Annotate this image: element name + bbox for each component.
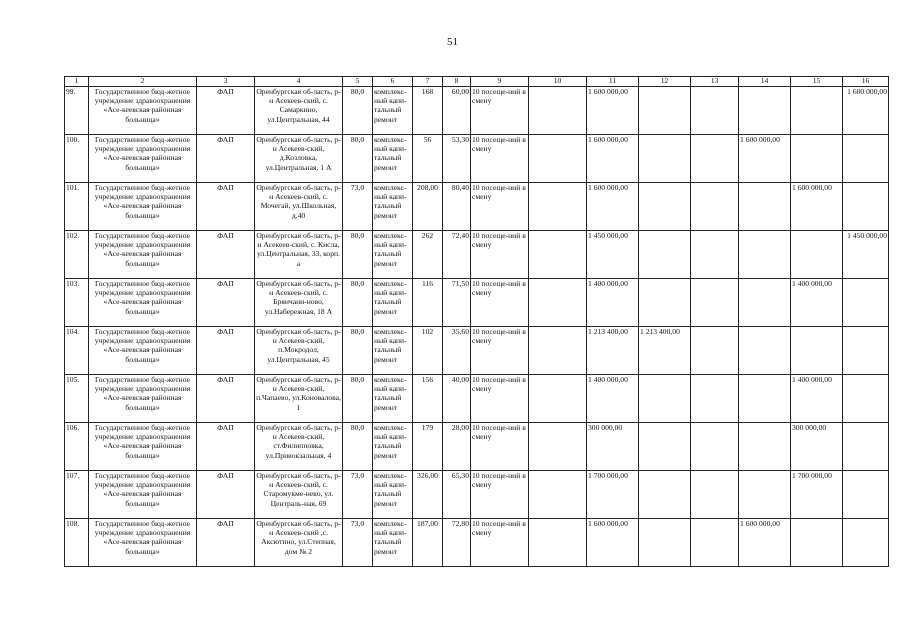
table-row [65, 327, 889, 375]
capacity-cell: 10 посеще-ний в смену [471, 183, 529, 231]
row-number-cell: 101. [65, 183, 89, 231]
capacity-cell: 10 посеще-ний в смену [471, 423, 529, 471]
institution-name-cell: Государственное бюд-жетное учреждение здравоохранения «Асе-кеевская районная больница» [89, 519, 197, 567]
institution-name-cell: Государственное бюд-жетное учреждение здравоохранения «Асе-кеевская районная больница» [89, 279, 197, 327]
amount-col14-cell [739, 471, 791, 519]
table-row [65, 135, 889, 183]
amount-col14-cell: 1 600 000,00 [739, 519, 791, 567]
work-type-cell: комплекс-ный капи-тальный ремонт [373, 327, 413, 375]
value-col7-cell: 168 [413, 87, 443, 135]
value-col8-cell: 65,30 [443, 471, 471, 519]
total-amount-cell: 1 600 000,00 [587, 135, 639, 183]
facility-type-cell: ФАП [197, 183, 255, 231]
capacity-cell: 10 посеще-ний в смену [471, 327, 529, 375]
amount-col16-cell [843, 519, 889, 567]
amount-col13-cell [691, 471, 739, 519]
capacity-cell: 10 посеще-ний в смену [471, 279, 529, 327]
amount-col12-cell [639, 471, 691, 519]
row-number-cell: 106. [65, 423, 89, 471]
value-col8-cell: 72,40 [443, 231, 471, 279]
header-cell: 5 [343, 77, 373, 87]
institution-name-cell: Государственное бюд-жетное учреждение здравоохранения «Асе-кеевская районная больница» [89, 423, 197, 471]
facility-type-cell: ФАП [197, 375, 255, 423]
value-col10-cell [529, 327, 587, 375]
facility-type-cell: ФАП [197, 519, 255, 567]
work-type-cell: комплекс-ный капи-тальный ремонт [373, 423, 413, 471]
facility-address-cell: Оренбургская об-ласть, р-н Асекеев-ский, п.Чапаево, ул.Коновалова, 1 [255, 375, 343, 423]
value-col7-cell: 262 [413, 231, 443, 279]
area-value-cell: 73,0 [343, 183, 373, 231]
value-col7-cell: 102 [413, 327, 443, 375]
capacity-cell: 10 посеще-ний в смену [471, 231, 529, 279]
amount-col13-cell [691, 231, 739, 279]
value-col10-cell [529, 423, 587, 471]
total-amount-cell: 1 600 000,00 [587, 183, 639, 231]
value-col10-cell [529, 471, 587, 519]
table-row [65, 183, 889, 231]
value-col10-cell [529, 279, 587, 327]
amount-col16-cell [843, 279, 889, 327]
amount-col12-cell [639, 279, 691, 327]
facility-type-cell: ФАП [197, 279, 255, 327]
header-cell: 11 [587, 77, 639, 87]
value-col8-cell: 35,60 [443, 327, 471, 375]
facility-address-cell: Оренбургская об-ласть, р-н Асекеев-ский, с. Старомукме-нево, ул. Централь-ная, 69 [255, 471, 343, 519]
amount-col15-cell: 1 700 000,00 [791, 471, 843, 519]
table-row [65, 519, 889, 567]
header-cell: 16 [843, 77, 889, 87]
facility-type-cell: ФАП [197, 327, 255, 375]
amount-col12-cell [639, 375, 691, 423]
facility-address-cell: Оренбургская об-ласть, р-н Асекеев-ский, с. Самаркино, ул.Центральная, 44 [255, 87, 343, 135]
amount-col15-cell [791, 327, 843, 375]
value-col7-cell: 208,00 [413, 183, 443, 231]
work-type-cell: комплекс-ный капи-тальный ремонт [373, 519, 413, 567]
work-type-cell: комплекс-ный капи-тальный ремонт [373, 279, 413, 327]
value-col7-cell: 116 [413, 279, 443, 327]
value-col10-cell [529, 231, 587, 279]
header-cell: 4 [255, 77, 343, 87]
table-row [65, 423, 889, 471]
area-value-cell: 80,0 [343, 375, 373, 423]
table-row [65, 471, 889, 519]
amount-col16-cell: 1 600 000,00 [843, 87, 889, 135]
amount-col12-cell [639, 87, 691, 135]
institution-name-cell: Государственное бюд-жетное учреждение здравоохранения «Асе-кеевская районная больница» [89, 327, 197, 375]
value-col8-cell: 28,00 [443, 423, 471, 471]
institution-name-cell: Государственное бюд-жетное учреждение здравоохранения «Асе-кеевская районная больница» [89, 231, 197, 279]
institution-name-cell: Государственное бюд-жетное учреждение здравоохранения «Асе-кеевская районная больница» [89, 471, 197, 519]
facility-address-cell: Оренбургская об-ласть, р-н Асекеев-ский, с. Мочегай, ул.Школьная, д.40 [255, 183, 343, 231]
area-value-cell: 73,0 [343, 519, 373, 567]
value-col7-cell: 156 [413, 375, 443, 423]
facility-address-cell: Оренбургская об-ласть, р-н Асекеев-ский, п.Мокродол, ул.Центральная, 45 [255, 327, 343, 375]
header-cell: 12 [639, 77, 691, 87]
amount-col16-cell [843, 183, 889, 231]
work-type-cell: комплекс-ный капи-тальный ремонт [373, 375, 413, 423]
value-col10-cell [529, 135, 587, 183]
amount-col12-cell [639, 231, 691, 279]
row-number-cell: 105. [65, 375, 89, 423]
header-cell: 7 [413, 77, 443, 87]
facility-address-cell: Оренбургская об-ласть, р-н Асекеев-ский, ст.Филипповка, ул.Привокзальная, 4 [255, 423, 343, 471]
header-cell: 1 [65, 77, 89, 87]
total-amount-cell: 300 000,00 [587, 423, 639, 471]
header-cell: 10 [529, 77, 587, 87]
amount-col13-cell [691, 135, 739, 183]
amount-col13-cell [691, 327, 739, 375]
header-row [65, 77, 889, 87]
amount-col13-cell [691, 423, 739, 471]
value-col8-cell: 72,80 [443, 519, 471, 567]
facility-type-cell: ФАП [197, 471, 255, 519]
amount-col16-cell [843, 423, 889, 471]
total-amount-cell: 1 600 000,00 [587, 519, 639, 567]
amount-col13-cell [691, 183, 739, 231]
header-cell: 2 [89, 77, 197, 87]
facility-type-cell: ФАП [197, 231, 255, 279]
value-col8-cell: 60,00 [443, 87, 471, 135]
facility-address-cell: Оренбургская об-ласть, р-н Асекеев-ский, с. Кисла, ул.Центральная, 33, корп. а [255, 231, 343, 279]
area-value-cell: 80,0 [343, 135, 373, 183]
value-col8-cell: 71,50 [443, 279, 471, 327]
amount-col14-cell: 1 600 000,00 [739, 135, 791, 183]
facility-type-cell: ФАП [197, 87, 255, 135]
total-amount-cell: 1 700 000,00 [587, 471, 639, 519]
institution-name-cell: Государственное бюд-жетное учреждение здравоохранения «Асе-кеевская районная больница» [89, 87, 197, 135]
work-type-cell: комплекс-ный капи-тальный ремонт [373, 471, 413, 519]
table-row [65, 231, 889, 279]
table-row [65, 87, 889, 135]
amount-col12-cell [639, 423, 691, 471]
facility-address-cell: Оренбургская об-ласть, р-н Асекеев-ский, д.Козловка, ул.Центральная, 1 А [255, 135, 343, 183]
header-cell: 13 [691, 77, 739, 87]
amount-col12-cell [639, 183, 691, 231]
total-amount-cell: 1 600 000,00 [587, 87, 639, 135]
amount-col14-cell [739, 87, 791, 135]
amount-col15-cell: 1 600 000,00 [791, 183, 843, 231]
value-col7-cell: 187,00 [413, 519, 443, 567]
capacity-cell: 10 посеще-ний в смену [471, 375, 529, 423]
amount-col14-cell [739, 279, 791, 327]
amount-col14-cell [739, 375, 791, 423]
value-col7-cell: 56 [413, 135, 443, 183]
row-number-cell: 102. [65, 231, 89, 279]
value-col10-cell [529, 519, 587, 567]
total-amount-cell: 1 213 400,00 [587, 327, 639, 375]
amount-col16-cell [843, 327, 889, 375]
amount-col14-cell [739, 423, 791, 471]
capacity-cell: 10 посеще-ний в смену [471, 519, 529, 567]
amount-col15-cell [791, 231, 843, 279]
data-table [64, 76, 889, 567]
amount-col15-cell: 300 000,00 [791, 423, 843, 471]
value-col7-cell: 326,00 [413, 471, 443, 519]
value-col8-cell: 53,30 [443, 135, 471, 183]
amount-col15-cell [791, 519, 843, 567]
amount-col16-cell [843, 471, 889, 519]
amount-col15-cell: 1 400 000,00 [791, 279, 843, 327]
row-number-cell: 100. [65, 135, 89, 183]
table-row [65, 279, 889, 327]
amount-col12-cell: 1 213 400,00 [639, 327, 691, 375]
row-number-cell: 107. [65, 471, 89, 519]
work-type-cell: комплекс-ный капи-тальный ремонт [373, 183, 413, 231]
amount-col14-cell [739, 183, 791, 231]
work-type-cell: комплекс-ный капи-тальный ремонт [373, 87, 413, 135]
header-cell: 14 [739, 77, 791, 87]
amount-col16-cell [843, 375, 889, 423]
row-number-cell: 108. [65, 519, 89, 567]
value-col7-cell: 179 [413, 423, 443, 471]
work-type-cell: комплекс-ный капи-тальный ремонт [373, 231, 413, 279]
amount-col15-cell [791, 135, 843, 183]
total-amount-cell: 1 400 000,00 [587, 375, 639, 423]
institution-name-cell: Государственное бюд-жетное учреждение здравоохранения «Асе-кеевская районная больница» [89, 135, 197, 183]
facility-type-cell: ФАП [197, 135, 255, 183]
capacity-cell: 10 посеще-ний в смену [471, 87, 529, 135]
institution-name-cell: Государственное бюд-жетное учреждение здравоохранения «Асе-кеевская районная больница» [89, 375, 197, 423]
row-number-cell: 104. [65, 327, 89, 375]
amount-col16-cell [843, 135, 889, 183]
header-cell: 9 [471, 77, 529, 87]
total-amount-cell: 1 400 000,00 [587, 279, 639, 327]
area-value-cell: 80,0 [343, 279, 373, 327]
capacity-cell: 10 посеще-ний в смену [471, 471, 529, 519]
header-cell: 8 [443, 77, 471, 87]
total-amount-cell: 1 450 000,00 [587, 231, 639, 279]
row-number-cell: 103. [65, 279, 89, 327]
amount-col13-cell [691, 375, 739, 423]
table-row [65, 375, 889, 423]
amount-col13-cell [691, 519, 739, 567]
institution-name-cell: Государственное бюд-жетное учреждение здравоохранения «Асе-кеевская районная больница» [89, 183, 197, 231]
area-value-cell: 80,0 [343, 423, 373, 471]
header-cell: 3 [197, 77, 255, 87]
area-value-cell: 80,0 [343, 327, 373, 375]
header-cell: 15 [791, 77, 843, 87]
amount-col14-cell [739, 231, 791, 279]
value-col10-cell [529, 375, 587, 423]
facility-address-cell: Оренбургская об-ласть, р-н Асекеев-ский ,с. Аксютино, ул.Степная, дом № 2 [255, 519, 343, 567]
area-value-cell: 73,0 [343, 471, 373, 519]
page-number: 51 [447, 36, 458, 48]
amount-col14-cell [739, 327, 791, 375]
value-col8-cell: 80,40 [443, 183, 471, 231]
amount-col15-cell: 1 400 000,00 [791, 375, 843, 423]
amount-col12-cell [639, 135, 691, 183]
amount-col15-cell [791, 87, 843, 135]
area-value-cell: 80,0 [343, 87, 373, 135]
header-cell: 6 [373, 77, 413, 87]
facility-type-cell: ФАП [197, 423, 255, 471]
value-col10-cell [529, 183, 587, 231]
value-col8-cell: 40,00 [443, 375, 471, 423]
row-number-cell: 99. [65, 87, 89, 135]
amount-col13-cell [691, 87, 739, 135]
value-col10-cell [529, 87, 587, 135]
area-value-cell: 80,0 [343, 231, 373, 279]
amount-col16-cell: 1 450 000,00 [843, 231, 889, 279]
amount-col12-cell [639, 519, 691, 567]
facility-address-cell: Оренбургская об-ласть, р-н Асекеев-ский, с. Брянчани-ново, ул.Набережная, 18 А [255, 279, 343, 327]
work-type-cell: комплекс-ный капи-тальный ремонт [373, 135, 413, 183]
amount-col13-cell [691, 279, 739, 327]
capacity-cell: 10 посеще-ний в смену [471, 135, 529, 183]
